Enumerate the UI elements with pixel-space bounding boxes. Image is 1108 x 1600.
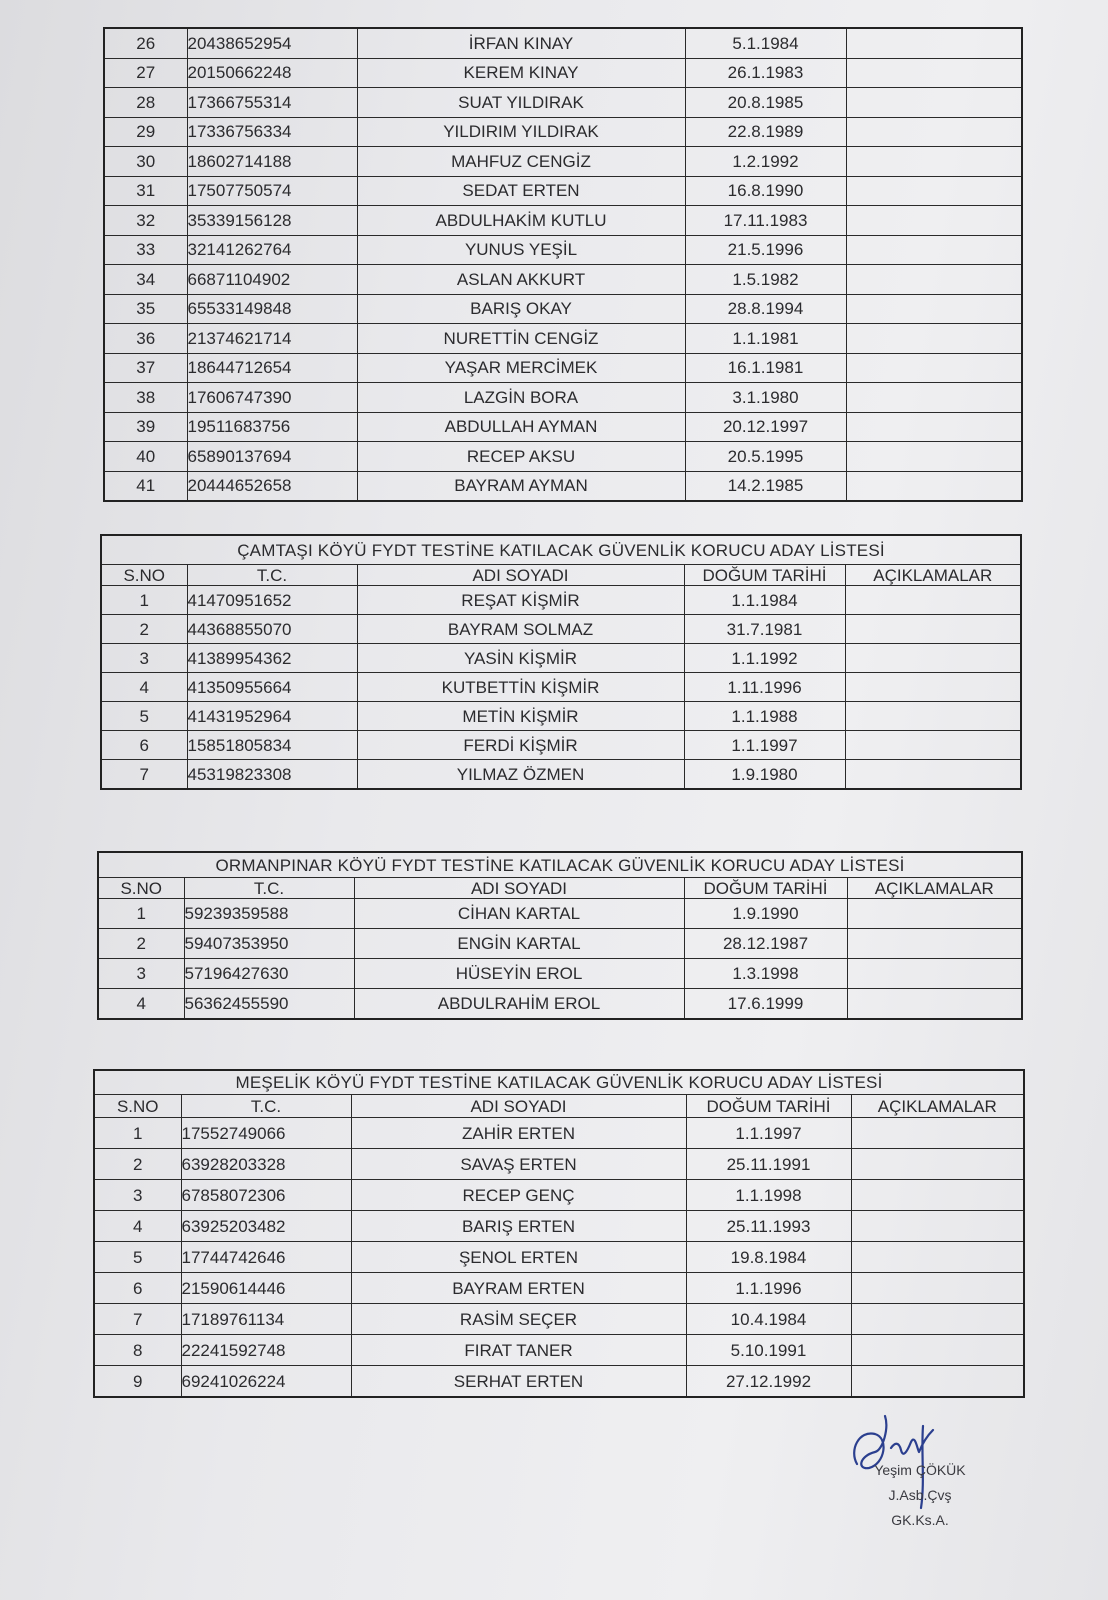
cell-full-name: HÜSEYİN EROL bbox=[354, 959, 684, 989]
cell-birth-date: 1.1.1992 bbox=[684, 644, 845, 673]
cell-notes bbox=[846, 294, 1022, 324]
cell-tc-number: 59407353950 bbox=[184, 929, 354, 959]
cell-full-name: ŞENOL ERTEN bbox=[351, 1242, 686, 1273]
cell-sno: 3 bbox=[98, 959, 184, 989]
cell-notes bbox=[845, 586, 1021, 615]
cell-full-name: SUAT YILDIRAK bbox=[357, 88, 685, 118]
cell-birth-date: 28.12.1987 bbox=[684, 929, 847, 959]
cell-birth-date: 26.1.1983 bbox=[685, 58, 846, 88]
cell-birth-date: 22.8.1989 bbox=[685, 117, 846, 147]
column-header-row bbox=[94, 1095, 1024, 1118]
cell-notes bbox=[845, 731, 1021, 760]
signatory-unit: GK.Ks.A. bbox=[891, 1512, 949, 1528]
table-row bbox=[101, 644, 1021, 673]
cell-sno: 32 bbox=[104, 206, 187, 236]
cell-notes bbox=[846, 206, 1022, 236]
cell-notes bbox=[846, 28, 1022, 58]
cell-birth-date: 3.1.1980 bbox=[685, 383, 846, 413]
table-title: ÇAMTAŞI KÖYÜ FYDT TESTİNE KATILACAK GÜVENLİK KORUCU ADAY LİSTESİ bbox=[101, 535, 1021, 565]
cell-sno: 7 bbox=[94, 1304, 181, 1335]
column-header-tc: T.C. bbox=[184, 878, 354, 899]
cell-birth-date: 5.1.1984 bbox=[685, 28, 846, 58]
cell-tc-number: 45319823308 bbox=[187, 760, 357, 790]
cell-sno: 36 bbox=[104, 324, 187, 354]
column-header-birth-date: DOĞUM TARİHİ bbox=[686, 1095, 851, 1118]
cell-sno: 30 bbox=[104, 147, 187, 177]
table-row bbox=[104, 206, 1022, 236]
cell-full-name: BARIŞ OKAY bbox=[357, 294, 685, 324]
cell-notes bbox=[845, 760, 1021, 790]
cell-full-name: YUNUS YEŞİL bbox=[357, 235, 685, 265]
cell-notes bbox=[847, 959, 1022, 989]
table-row bbox=[104, 383, 1022, 413]
cell-sno: 2 bbox=[98, 929, 184, 959]
cell-tc-number: 69241026224 bbox=[181, 1366, 351, 1398]
cell-notes bbox=[846, 383, 1022, 413]
table-row bbox=[94, 1211, 1024, 1242]
cell-full-name: FERDİ KİŞMİR bbox=[357, 731, 684, 760]
table-row bbox=[101, 702, 1021, 731]
table-row bbox=[101, 760, 1021, 790]
cell-notes bbox=[846, 117, 1022, 147]
cell-full-name: LAZGİN BORA bbox=[357, 383, 685, 413]
cell-tc-number: 41389954362 bbox=[187, 644, 357, 673]
cell-full-name: BAYRAM SOLMAZ bbox=[357, 615, 684, 644]
cell-birth-date: 1.9.1990 bbox=[684, 899, 847, 929]
cell-tc-number: 15851805834 bbox=[187, 731, 357, 760]
cell-notes bbox=[851, 1211, 1024, 1242]
cell-tc-number: 63925203482 bbox=[181, 1211, 351, 1242]
cell-full-name: KEREM KINAY bbox=[357, 58, 685, 88]
table-row bbox=[98, 929, 1022, 959]
table-row bbox=[94, 1242, 1024, 1273]
cell-full-name: BARIŞ ERTEN bbox=[351, 1211, 686, 1242]
cell-tc-number: 21590614446 bbox=[181, 1273, 351, 1304]
table-body bbox=[98, 899, 1022, 1020]
cell-notes bbox=[846, 265, 1022, 295]
column-header-notes: AÇIKLAMALAR bbox=[845, 565, 1021, 586]
cell-tc-number: 41470951652 bbox=[187, 586, 357, 615]
table-row bbox=[104, 88, 1022, 118]
cell-sno: 7 bbox=[101, 760, 187, 790]
cell-tc-number: 21374621714 bbox=[187, 324, 357, 354]
cell-sno: 1 bbox=[101, 586, 187, 615]
cell-full-name: YASİN KİŞMİR bbox=[357, 644, 684, 673]
cell-full-name: ABDULHAKİM KUTLU bbox=[357, 206, 685, 236]
cell-birth-date: 25.11.1993 bbox=[686, 1211, 851, 1242]
cell-sno: 4 bbox=[101, 673, 187, 702]
cell-tc-number: 22241592748 bbox=[181, 1335, 351, 1366]
cell-tc-number: 56362455590 bbox=[184, 989, 354, 1020]
table-row bbox=[94, 1304, 1024, 1335]
table-row bbox=[94, 1335, 1024, 1366]
cell-birth-date: 14.2.1985 bbox=[685, 471, 846, 501]
cell-full-name: ZAHİR ERTEN bbox=[351, 1118, 686, 1149]
cell-full-name: ABDULLAH AYMAN bbox=[357, 412, 685, 442]
table-row bbox=[94, 1149, 1024, 1180]
column-header-tc: T.C. bbox=[187, 565, 357, 586]
cell-notes bbox=[846, 176, 1022, 206]
cell-birth-date: 1.9.1980 bbox=[684, 760, 845, 790]
cell-tc-number: 17606747390 bbox=[187, 383, 357, 413]
table-row bbox=[104, 176, 1022, 206]
cell-full-name: SERHAT ERTEN bbox=[351, 1366, 686, 1398]
cell-tc-number: 17552749066 bbox=[181, 1118, 351, 1149]
cell-tc-number: 67858072306 bbox=[181, 1180, 351, 1211]
table-row bbox=[104, 442, 1022, 472]
signatory-name: Yeşim ÇÖKÜK bbox=[874, 1462, 966, 1478]
cell-sno: 38 bbox=[104, 383, 187, 413]
cell-notes bbox=[845, 673, 1021, 702]
cell-birth-date: 20.8.1985 bbox=[685, 88, 846, 118]
cell-full-name: İRFAN KINAY bbox=[357, 28, 685, 58]
table-row bbox=[98, 899, 1022, 929]
table-row bbox=[104, 117, 1022, 147]
column-header-name: ADI SOYADI bbox=[354, 878, 684, 899]
cell-sno: 3 bbox=[101, 644, 187, 673]
cell-notes bbox=[846, 442, 1022, 472]
cell-notes bbox=[846, 324, 1022, 354]
cell-full-name: RECEP GENÇ bbox=[351, 1180, 686, 1211]
cell-birth-date: 1.1.1988 bbox=[684, 702, 845, 731]
cell-notes bbox=[851, 1180, 1024, 1211]
cell-full-name: RECEP AKSU bbox=[357, 442, 685, 472]
cell-tc-number: 19511683756 bbox=[187, 412, 357, 442]
cell-full-name: NURETTİN CENGİZ bbox=[357, 324, 685, 354]
cell-sno: 1 bbox=[94, 1118, 181, 1149]
cell-sno: 40 bbox=[104, 442, 187, 472]
cell-notes bbox=[845, 702, 1021, 731]
column-header-row bbox=[98, 878, 1022, 899]
column-header-tc: T.C. bbox=[181, 1095, 351, 1118]
cell-birth-date: 19.8.1984 bbox=[686, 1242, 851, 1273]
cell-tc-number: 17336756334 bbox=[187, 117, 357, 147]
cell-full-name: CİHAN KARTAL bbox=[354, 899, 684, 929]
table-row bbox=[98, 959, 1022, 989]
column-header-name: ADI SOYADI bbox=[357, 565, 684, 586]
column-header-notes: AÇIKLAMALAR bbox=[847, 878, 1022, 899]
cell-tc-number: 35339156128 bbox=[187, 206, 357, 236]
table-row bbox=[104, 353, 1022, 383]
cell-sno: 6 bbox=[101, 731, 187, 760]
table-row bbox=[104, 235, 1022, 265]
column-header-birth-date: DOĞUM TARİHİ bbox=[684, 565, 845, 586]
cell-birth-date: 1.1.1997 bbox=[684, 731, 845, 760]
cell-birth-date: 1.1.1998 bbox=[686, 1180, 851, 1211]
table-row bbox=[104, 265, 1022, 295]
cell-tc-number: 18602714188 bbox=[187, 147, 357, 177]
cell-full-name: YILDIRIM YILDIRAK bbox=[357, 117, 685, 147]
cell-tc-number: 57196427630 bbox=[184, 959, 354, 989]
cell-tc-number: 20438652954 bbox=[187, 28, 357, 58]
cell-sno: 5 bbox=[101, 702, 187, 731]
cell-sno: 35 bbox=[104, 294, 187, 324]
cell-birth-date: 21.5.1996 bbox=[685, 235, 846, 265]
table-row bbox=[104, 58, 1022, 88]
table-row bbox=[94, 1180, 1024, 1211]
cell-full-name: REŞAT KİŞMİR bbox=[357, 586, 684, 615]
cell-sno: 31 bbox=[104, 176, 187, 206]
cell-full-name: BAYRAM ERTEN bbox=[351, 1273, 686, 1304]
cell-full-name: RASİM SEÇER bbox=[351, 1304, 686, 1335]
table-row bbox=[104, 28, 1022, 58]
cell-full-name: BAYRAM AYMAN bbox=[357, 471, 685, 501]
cell-notes bbox=[847, 929, 1022, 959]
table-row bbox=[101, 673, 1021, 702]
table-title: ORMANPINAR KÖYÜ FYDT TESTİNE KATILACAK GÜVENLİK KORUCU ADAY LİSTESİ bbox=[98, 852, 1022, 878]
column-header-birth-date: DOĞUM TARİHİ bbox=[684, 878, 847, 899]
cell-notes bbox=[851, 1149, 1024, 1180]
cell-full-name: METİN KİŞMİR bbox=[357, 702, 684, 731]
cell-birth-date: 17.11.1983 bbox=[685, 206, 846, 236]
table-row bbox=[101, 731, 1021, 760]
cell-birth-date: 20.12.1997 bbox=[685, 412, 846, 442]
table-body bbox=[101, 586, 1021, 790]
column-header-row bbox=[101, 565, 1021, 586]
cell-full-name: FIRAT TANER bbox=[351, 1335, 686, 1366]
cell-notes bbox=[846, 471, 1022, 501]
cell-notes bbox=[845, 644, 1021, 673]
column-header-sno: S.NO bbox=[101, 565, 187, 586]
table-row bbox=[98, 989, 1022, 1020]
cell-sno: 9 bbox=[94, 1366, 181, 1398]
cell-sno: 28 bbox=[104, 88, 187, 118]
cell-notes bbox=[851, 1118, 1024, 1149]
cell-tc-number: 65533149848 bbox=[187, 294, 357, 324]
cell-birth-date: 10.4.1984 bbox=[686, 1304, 851, 1335]
table-row bbox=[101, 615, 1021, 644]
cell-birth-date: 1.5.1982 bbox=[685, 265, 846, 295]
cell-birth-date: 1.1.1996 bbox=[686, 1273, 851, 1304]
cell-sno: 33 bbox=[104, 235, 187, 265]
column-header-sno: S.NO bbox=[94, 1095, 181, 1118]
cell-birth-date: 1.1.1981 bbox=[685, 324, 846, 354]
meselik-candidate-table bbox=[93, 1069, 1025, 1398]
cell-tc-number: 41431952964 bbox=[187, 702, 357, 731]
cell-full-name: SEDAT ERTEN bbox=[357, 176, 685, 206]
cell-birth-date: 25.11.1991 bbox=[686, 1149, 851, 1180]
cell-sno: 29 bbox=[104, 117, 187, 147]
cell-notes bbox=[847, 989, 1022, 1020]
cell-sno: 39 bbox=[104, 412, 187, 442]
cell-sno: 27 bbox=[104, 58, 187, 88]
cell-tc-number: 41350955664 bbox=[187, 673, 357, 702]
cell-tc-number: 17744742646 bbox=[181, 1242, 351, 1273]
ormanpinar-candidate-table bbox=[97, 851, 1023, 1020]
cell-notes bbox=[846, 412, 1022, 442]
cell-tc-number: 20444652658 bbox=[187, 471, 357, 501]
cell-notes bbox=[851, 1273, 1024, 1304]
table-title: MEŞELİK KÖYÜ FYDT TESTİNE KATILACAK GÜVENLİK KORUCU ADAY LİSTESİ bbox=[94, 1070, 1024, 1095]
cell-full-name: ENGİN KARTAL bbox=[354, 929, 684, 959]
cell-notes bbox=[851, 1242, 1024, 1273]
cell-sno: 41 bbox=[104, 471, 187, 501]
cell-sno: 2 bbox=[101, 615, 187, 644]
column-header-sno: S.NO bbox=[98, 878, 184, 899]
cell-tc-number: 59239359588 bbox=[184, 899, 354, 929]
cell-tc-number: 17507750574 bbox=[187, 176, 357, 206]
cell-sno: 2 bbox=[94, 1149, 181, 1180]
cell-birth-date: 1.3.1998 bbox=[684, 959, 847, 989]
cell-tc-number: 17189761134 bbox=[181, 1304, 351, 1335]
table-row bbox=[104, 471, 1022, 501]
cell-sno: 4 bbox=[94, 1211, 181, 1242]
cell-tc-number: 32141262764 bbox=[187, 235, 357, 265]
cell-tc-number: 44368855070 bbox=[187, 615, 357, 644]
cell-full-name: MAHFUZ CENGİZ bbox=[357, 147, 685, 177]
column-header-notes: AÇIKLAMALAR bbox=[851, 1095, 1024, 1118]
table-body bbox=[94, 1118, 1024, 1398]
cell-full-name: YILMAZ ÖZMEN bbox=[357, 760, 684, 790]
cell-birth-date: 16.1.1981 bbox=[685, 353, 846, 383]
cell-tc-number: 20150662248 bbox=[187, 58, 357, 88]
cell-birth-date: 28.8.1994 bbox=[685, 294, 846, 324]
table-row bbox=[101, 586, 1021, 615]
cell-full-name: KUTBETTİN KİŞMİR bbox=[357, 673, 684, 702]
cell-notes bbox=[851, 1335, 1024, 1366]
cell-tc-number: 17366755314 bbox=[187, 88, 357, 118]
cell-birth-date: 20.5.1995 bbox=[685, 442, 846, 472]
cell-sno: 26 bbox=[104, 28, 187, 58]
cell-sno: 3 bbox=[94, 1180, 181, 1211]
cell-tc-number: 18644712654 bbox=[187, 353, 357, 383]
cell-full-name: ABDULRAHİM EROL bbox=[354, 989, 684, 1020]
cell-birth-date: 1.1.1984 bbox=[684, 586, 845, 615]
cell-birth-date: 31.7.1981 bbox=[684, 615, 845, 644]
cell-notes bbox=[845, 615, 1021, 644]
cell-sno: 8 bbox=[94, 1335, 181, 1366]
table-row bbox=[104, 324, 1022, 354]
cell-notes bbox=[846, 58, 1022, 88]
cell-birth-date: 1.1.1997 bbox=[686, 1118, 851, 1149]
table-body bbox=[104, 28, 1022, 501]
cell-tc-number: 65890137694 bbox=[187, 442, 357, 472]
candidate-table-continued bbox=[103, 27, 1023, 502]
cell-notes bbox=[847, 899, 1022, 929]
cell-full-name: YAŞAR MERCİMEK bbox=[357, 353, 685, 383]
signature-block bbox=[845, 1412, 995, 1542]
cell-birth-date: 1.2.1992 bbox=[685, 147, 846, 177]
signatory-rank: J.Asb.Çvş bbox=[888, 1487, 952, 1503]
cell-birth-date: 27.12.1992 bbox=[686, 1366, 851, 1398]
cell-birth-date: 16.8.1990 bbox=[685, 176, 846, 206]
cell-full-name: SAVAŞ ERTEN bbox=[351, 1149, 686, 1180]
cell-tc-number: 63928203328 bbox=[181, 1149, 351, 1180]
cell-notes bbox=[846, 88, 1022, 118]
table-row bbox=[94, 1118, 1024, 1149]
cell-sno: 4 bbox=[98, 989, 184, 1020]
table-row bbox=[94, 1273, 1024, 1304]
cell-notes bbox=[851, 1366, 1024, 1398]
cell-notes bbox=[846, 353, 1022, 383]
cell-sno: 34 bbox=[104, 265, 187, 295]
table-row bbox=[104, 412, 1022, 442]
camtasi-candidate-table bbox=[100, 534, 1022, 790]
table-row bbox=[104, 294, 1022, 324]
table-row bbox=[94, 1366, 1024, 1398]
cell-notes bbox=[846, 235, 1022, 265]
table-row bbox=[104, 147, 1022, 177]
cell-sno: 1 bbox=[98, 899, 184, 929]
cell-birth-date: 17.6.1999 bbox=[684, 989, 847, 1020]
column-header-name: ADI SOYADI bbox=[351, 1095, 686, 1118]
cell-notes bbox=[851, 1304, 1024, 1335]
cell-birth-date: 1.11.1996 bbox=[684, 673, 845, 702]
cell-sno: 37 bbox=[104, 353, 187, 383]
cell-notes bbox=[846, 147, 1022, 177]
cell-sno: 5 bbox=[94, 1242, 181, 1273]
cell-sno: 6 bbox=[94, 1273, 181, 1304]
cell-tc-number: 66871104902 bbox=[187, 265, 357, 295]
cell-full-name: ASLAN AKKURT bbox=[357, 265, 685, 295]
cell-birth-date: 5.10.1991 bbox=[686, 1335, 851, 1366]
